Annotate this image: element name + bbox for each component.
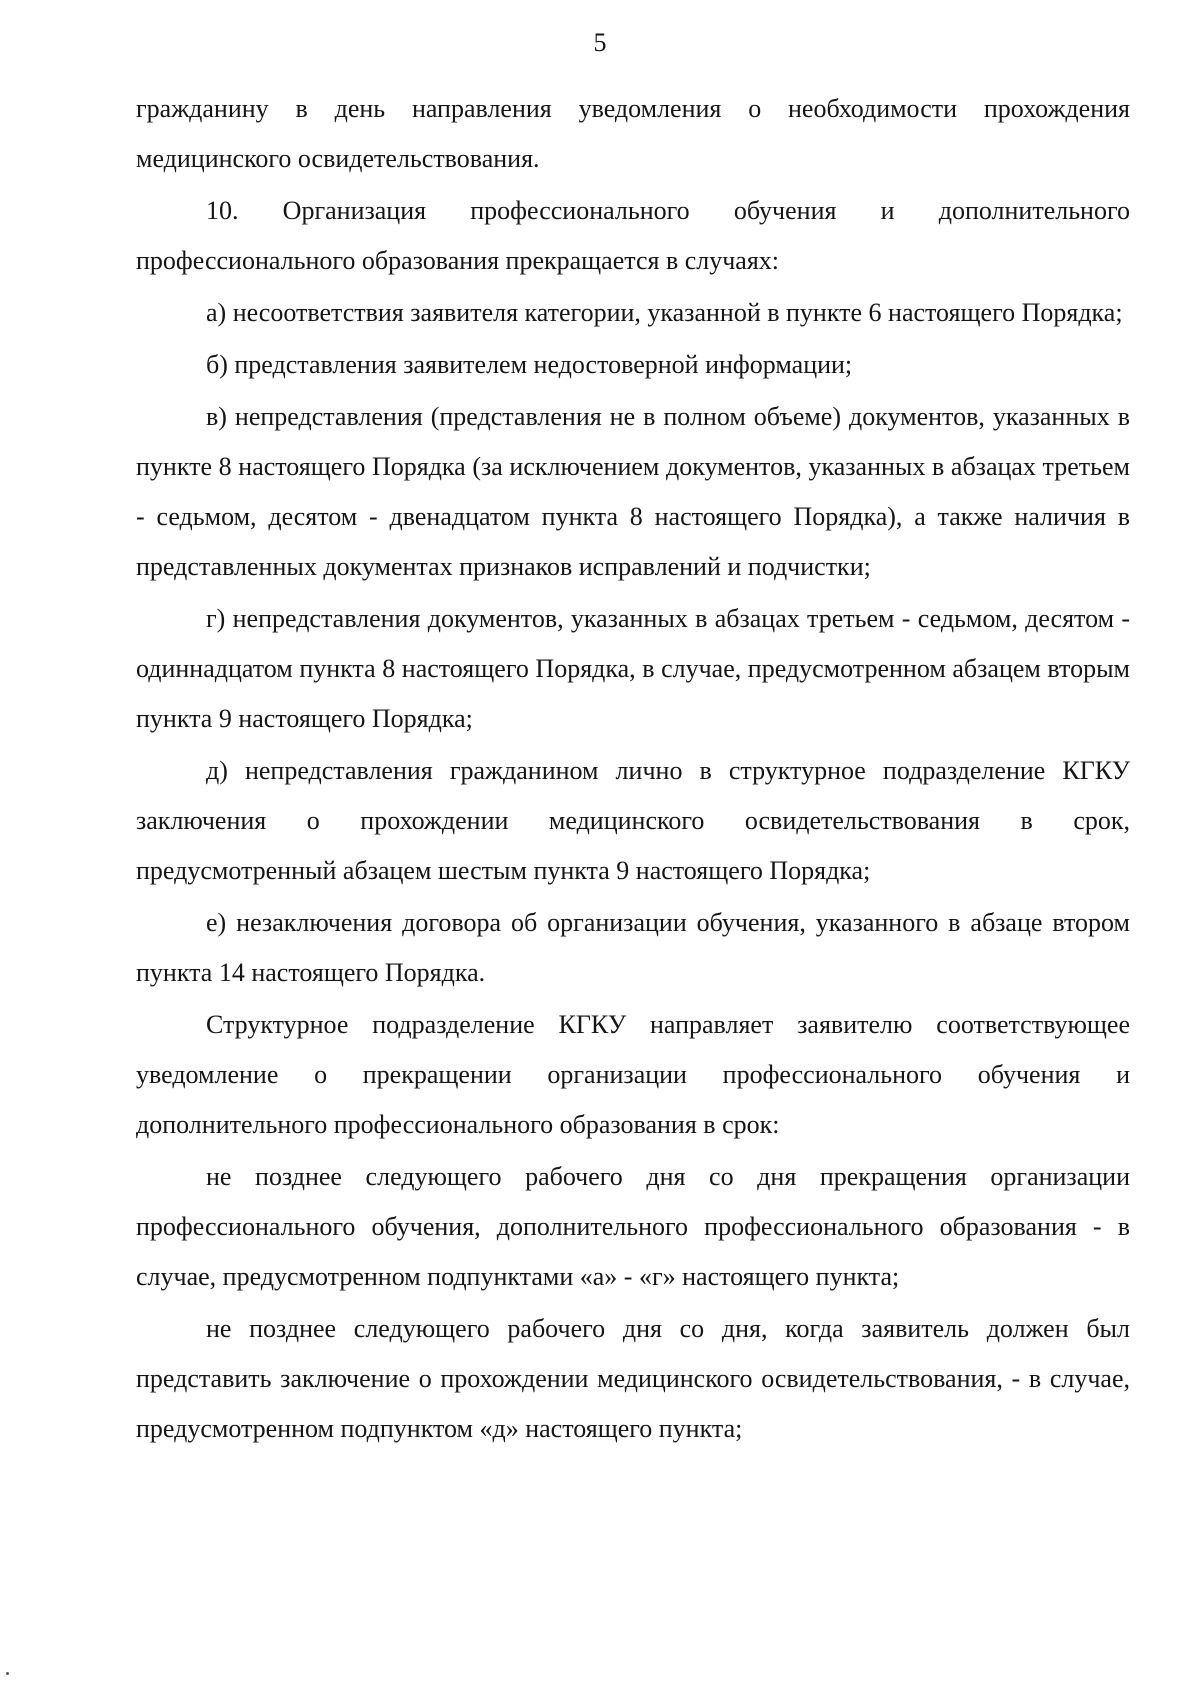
scan-artifact xyxy=(6,1672,9,1675)
paragraph-subitem-d: д) непредставления гражданином лично в структурное подразделение КГКУ заключения о прохождении медицинского освидетельствования в срок, предусмотренный абзацем шестым пункта 9 настоящего Порядка; xyxy=(136,756,1130,885)
paragraph-item-10: 10. Организация профессионального обучения и дополнительного профессионального образования прекращается в случаях: xyxy=(136,196,1130,275)
paragraph-continuation: гражданину в день направления уведомления о необходимости прохождения медицинского освидетельствования. xyxy=(136,94,1130,173)
paragraph-deadline-2: не позднее следующего рабочего дня со дня, когда заявитель должен был представить заключение о прохождении медицинского освидетельствования, - в случае, предусмотренном подпунктом «д» настоящего пункта; xyxy=(136,1314,1130,1443)
paragraph-subitem-b: б) представления заявителем недостоверной информации; xyxy=(206,350,853,379)
paragraph-subitem-e: е) незаключения договора об организации обучения, указанного в абзаце втором пункта 14 настоящего Порядка. xyxy=(136,908,1130,987)
paragraph-subitem-g: г) непредставления документов, указанных в абзацах третьем - седьмом, десятом - одиннадцатом пункта 8 настоящего Порядка, в случае, предусмотренном абзацем вторым пункта 9 настоящего Порядка; xyxy=(136,604,1130,733)
paragraph-subitem-v: в) непредставления (представления не в полном объеме) документов, указанных в пункте 8 настоящего Порядка (за исключением документов, указанных в абзацах третьем - седьмом, десятом - двенадцатом пункта 8 настоящего Порядка), а также наличия в представленных документах признаков исправлений и подчистки; xyxy=(136,402,1130,581)
page-number: 5 xyxy=(593,28,607,57)
paragraph-deadline-1: не позднее следующего рабочего дня со дня прекращения организации профессионального обучения, дополнительного профессионального образования - в случае, предусмотренном подпунктами «а» - «г» настоящего пункта; xyxy=(136,1162,1130,1291)
paragraph-notification: Структурное подразделение КГКУ направляет заявителю соответствующее уведомление о прекращении организации профессионального обучения и дополнительного профессионального образования в срок: xyxy=(136,1010,1130,1139)
paragraph-subitem-a: а) несоответствия заявителя категории, указанной в пункте 6 настоящего Порядка; xyxy=(206,298,1123,327)
document-body xyxy=(136,84,1130,1456)
